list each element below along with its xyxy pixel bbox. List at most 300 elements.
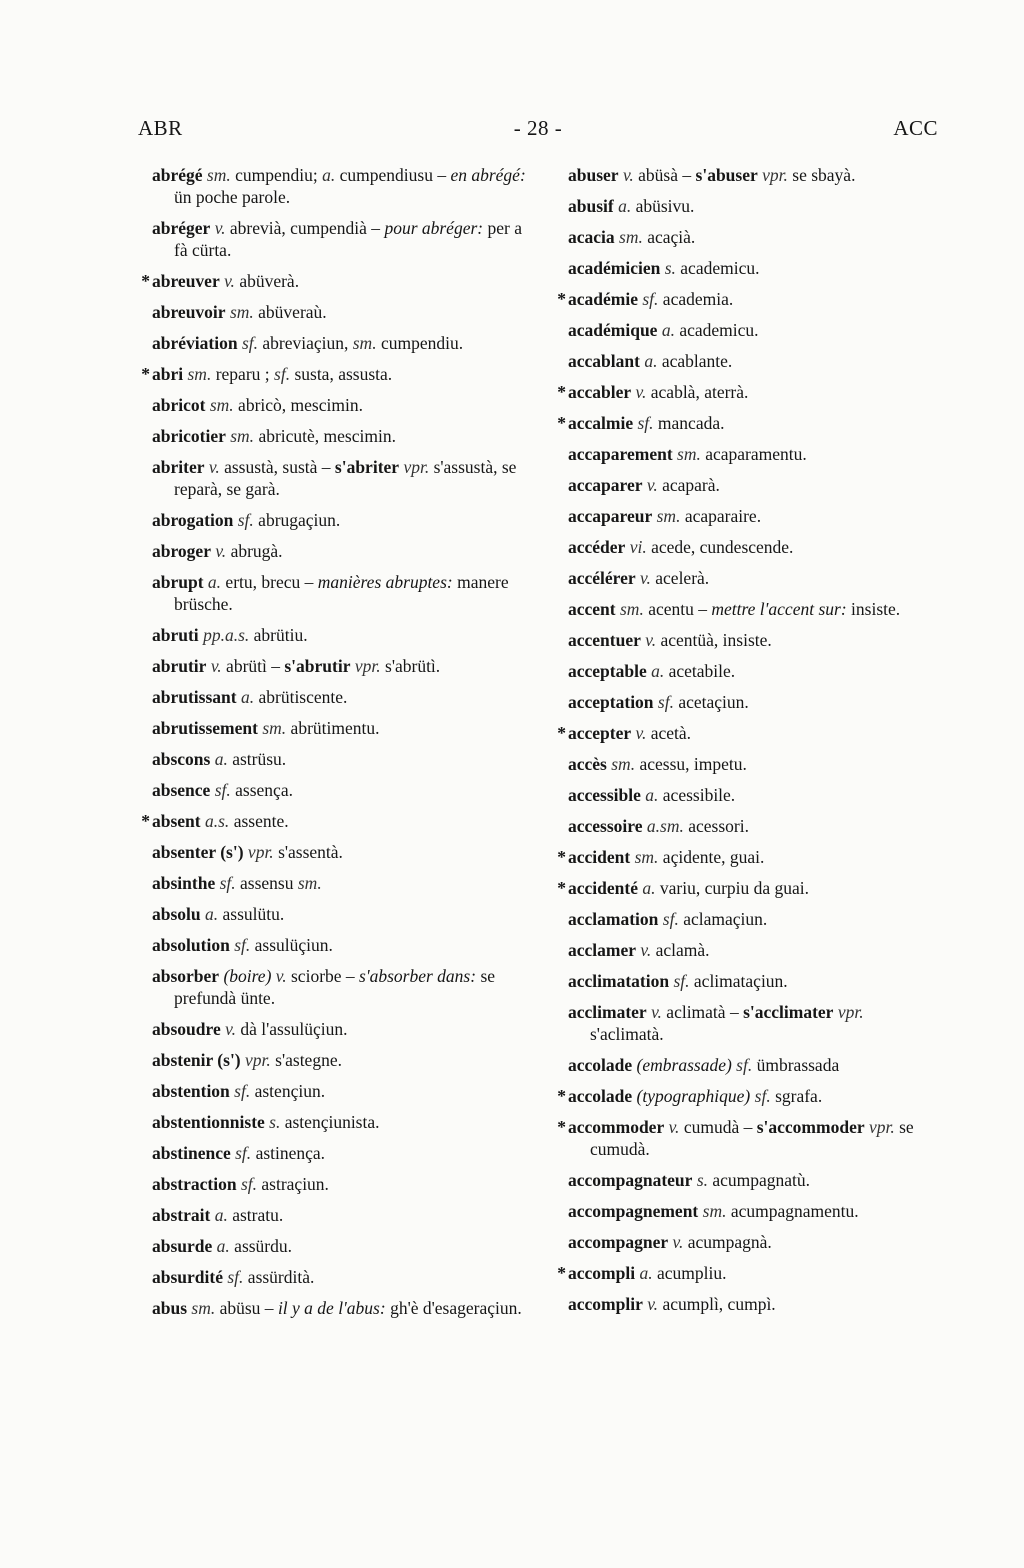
translation: aclimatà –: [666, 1002, 744, 1022]
translation: abüsà –: [638, 165, 696, 185]
translation: academia.: [662, 289, 734, 309]
example-phrase: manières abruptes:: [317, 572, 458, 592]
dictionary-entry: [568, 691, 940, 713]
headword: accommoder: [568, 1117, 665, 1137]
grammar-label: sf.: [230, 1143, 256, 1163]
grammar-label: v.: [210, 541, 231, 561]
translation: abreviaçiun,: [262, 333, 353, 353]
translation: abüveraù.: [258, 302, 327, 322]
grammar-label: v.: [618, 165, 639, 185]
translation: abrugaçiun.: [258, 510, 341, 530]
headword: accès: [568, 754, 607, 774]
translation: s'astegne.: [275, 1050, 342, 1070]
headword: accessoire: [568, 816, 643, 836]
grammar-label: sf.: [210, 780, 236, 800]
translation: variu, curpiu da guai.: [659, 878, 810, 898]
grammar-label: a.: [657, 320, 680, 340]
headword: accaparement: [568, 444, 673, 464]
headword: accident: [568, 847, 631, 867]
dictionary-entry: [152, 301, 528, 323]
grammar-label: sm.: [205, 395, 239, 415]
header-first-word: ABR: [138, 116, 183, 140]
example-phrase: pour abréger:: [384, 218, 488, 238]
right-column: [557, 164, 940, 1324]
left-column: [141, 164, 528, 1328]
dictionary-entry: [557, 1085, 940, 1107]
dictionary-entry: [152, 1080, 528, 1102]
translation: abüsivu.: [635, 196, 695, 216]
translation: ümbrassada: [756, 1055, 840, 1075]
asterisk-marker: *: [557, 382, 566, 402]
dictionary-entry: [568, 1001, 940, 1045]
headword: accessible: [568, 785, 641, 805]
dictionary-entry: [152, 509, 528, 531]
translation: acaparà.: [662, 475, 720, 495]
headword: s'accommoder: [756, 1117, 865, 1137]
headword: abstention: [152, 1081, 230, 1101]
grammar-label: v.: [642, 475, 663, 495]
headword: accabler: [568, 382, 632, 402]
translation: abrütimentu.: [290, 718, 380, 738]
translation: astinença.: [255, 1143, 326, 1163]
grammar-label: a.: [646, 661, 669, 681]
headword: s'abriter: [334, 457, 400, 477]
headword: acclimatation: [568, 971, 670, 991]
asterisk-marker: *: [557, 289, 566, 309]
grammar-label: a.s.: [200, 811, 234, 831]
dictionary-entry: [152, 965, 528, 1009]
page-header: [138, 116, 938, 146]
headword: abroger: [152, 541, 211, 561]
translation: s'assustà, se reparà, se garà.: [174, 457, 517, 499]
headword: abrogation: [152, 510, 234, 530]
asterisk-marker: *: [557, 1086, 566, 1106]
translation: acumpagnamentu.: [730, 1201, 859, 1221]
translation: acede, cundescende.: [651, 537, 794, 557]
asterisk-marker: *: [557, 1263, 566, 1283]
translation: abrugà.: [230, 541, 283, 561]
translation: abrevià, cumpendià –: [229, 218, 385, 238]
headword: abrégé: [152, 165, 203, 185]
dictionary-entry: [152, 1266, 528, 1288]
headword: abrutissant: [152, 687, 237, 707]
headword: absurde: [152, 1236, 213, 1256]
dictionary-entry: [152, 1111, 528, 1133]
translation: ün poche parole.: [174, 187, 291, 207]
dictionary-entry: [152, 1142, 528, 1164]
grammar-label: v.: [206, 656, 227, 676]
dictionary-entry: [568, 815, 940, 837]
grammar-label: v.: [631, 382, 651, 402]
headword: accolade: [568, 1055, 633, 1075]
headword: abréger: [152, 218, 211, 238]
headword: accent: [568, 599, 616, 619]
headword: abréviation: [152, 333, 238, 353]
grammar-label: v.: [219, 271, 240, 291]
translation: assürdità.: [247, 1267, 315, 1287]
asterisk-marker: *: [557, 723, 566, 743]
headword: abriter: [152, 457, 205, 477]
grammar-label: sm.: [630, 847, 663, 867]
translation: acessu, impetu.: [639, 754, 747, 774]
dictionary-entry: [152, 686, 528, 708]
translation: assürdu.: [234, 1236, 293, 1256]
grammar-label: a.: [210, 749, 233, 769]
grammar-label: a.: [203, 572, 226, 592]
grammar-label: sf.: [736, 1055, 757, 1075]
headword: abuser: [568, 165, 619, 185]
dictionary-entry: [152, 872, 528, 894]
dictionary-entry: [568, 195, 940, 217]
dictionary-entry: [568, 350, 940, 372]
headword: absolu: [152, 904, 201, 924]
translation: ertu, brecu –: [225, 572, 318, 592]
translation: aclimataçiun.: [693, 971, 788, 991]
translation: cumudà –: [683, 1117, 757, 1137]
dictionary-entry: [568, 1169, 940, 1191]
translation: aclamaçiun.: [683, 909, 768, 929]
grammar-label: v.: [631, 723, 651, 743]
headword: abricot: [152, 395, 206, 415]
grammar-label: v.: [204, 457, 225, 477]
dictionary-entry: [152, 164, 528, 208]
translation: cumpendiu.: [380, 333, 464, 353]
grammar-label: sm.: [297, 873, 322, 893]
asterisk-marker: *: [557, 413, 566, 433]
grammar-label: a.: [322, 165, 340, 185]
example-phrase: (embrassade): [632, 1055, 737, 1075]
dictionary-entry: [568, 1231, 940, 1253]
grammar-label: a.: [637, 878, 660, 898]
example-phrase: (boire): [219, 966, 276, 986]
translation: assulütu.: [222, 904, 285, 924]
asterisk-marker: *: [141, 271, 150, 291]
headword: absolution: [152, 935, 230, 955]
grammar-label: a.: [212, 1236, 235, 1256]
translation: aclamà.: [655, 940, 710, 960]
headword: abreuvoir: [152, 302, 226, 322]
grammar-label: v.: [668, 1232, 688, 1252]
translation: acablà, aterrà.: [650, 382, 749, 402]
dictionary-entry: [568, 939, 940, 961]
grammar-label: sm.: [672, 444, 706, 464]
asterisk-marker: *: [557, 878, 566, 898]
grammar-label: v.: [636, 940, 656, 960]
dictionary-entry: [568, 908, 940, 930]
grammar-label: a.: [635, 1263, 657, 1283]
translation: assença.: [235, 780, 293, 800]
translation: reparu ;: [215, 364, 275, 384]
dictionary-entry: [152, 934, 528, 956]
grammar-label: vi.: [625, 537, 652, 557]
grammar-label: sf.: [633, 413, 658, 433]
headword: accompagnement: [568, 1201, 699, 1221]
dictionary-entry: [152, 903, 528, 925]
example-phrase: mettre l'accent sur:: [711, 599, 852, 619]
dictionary-entry: [557, 846, 940, 868]
grammar-label: sf.: [229, 935, 255, 955]
grammar-label: v.: [646, 1002, 667, 1022]
asterisk-marker: *: [557, 847, 566, 867]
dictionary-entry: [141, 810, 528, 832]
dictionary-entry: [152, 394, 528, 416]
dictionary-entry: [152, 1235, 528, 1257]
translation: acetà.: [650, 723, 692, 743]
translation: acentüà, insiste.: [660, 630, 772, 650]
dictionary-entry: [568, 1293, 940, 1315]
dictionary-entry: [152, 1049, 528, 1071]
translation: astençiun.: [254, 1081, 326, 1101]
dictionary-entry: [152, 748, 528, 770]
dictionary-entry: [557, 722, 940, 744]
headword: absorber: [152, 966, 220, 986]
headword: accolade: [568, 1086, 633, 1106]
headword: abricotier: [152, 426, 226, 446]
grammar-label: sm.: [257, 718, 291, 738]
headword: accompagner: [568, 1232, 669, 1252]
headword: accepter: [568, 723, 632, 743]
dictionary-entry: [141, 270, 528, 292]
dictionary-entry: [152, 717, 528, 739]
translation: abricò, mescimin.: [238, 395, 363, 415]
headword: abstenir (s'): [152, 1050, 241, 1070]
headword: abrupt: [152, 572, 204, 592]
grammar-label: sf.: [237, 333, 263, 353]
dictionary-entry: [152, 571, 528, 615]
dictionary-entry: [568, 257, 940, 279]
dictionary-entry: [568, 784, 940, 806]
headword: acclamer: [568, 940, 637, 960]
headword: accidenté: [568, 878, 638, 898]
dictionary-entry: [568, 1054, 940, 1076]
translation: acumpagnatù.: [712, 1170, 811, 1190]
translation: s'abrütì.: [385, 656, 441, 676]
translation: acessori.: [688, 816, 749, 836]
grammar-label: sf.: [754, 1086, 776, 1106]
headword: abruti: [152, 625, 199, 645]
translation: acelerà.: [655, 568, 710, 588]
translation: assente.: [233, 811, 289, 831]
translation: acetaçiun.: [678, 692, 749, 712]
headword: accompli: [568, 1263, 636, 1283]
translation: se sbayà.: [792, 165, 856, 185]
translation: acablante.: [661, 351, 733, 371]
header-last-word: ACC: [893, 116, 938, 140]
grammar-label: pp.a.s.: [198, 625, 254, 645]
translation: cumpendiu;: [235, 165, 323, 185]
headword: abstinence: [152, 1143, 231, 1163]
asterisk-marker: *: [557, 1117, 566, 1137]
dictionary-entry: [152, 1204, 528, 1226]
translation: abüsu –: [219, 1298, 278, 1318]
grammar-label: vpr.: [757, 165, 793, 185]
example-phrase: il y a de l'abus:: [277, 1298, 391, 1318]
dictionary-entry: [152, 217, 528, 261]
translation: assustà, sustà –: [224, 457, 335, 477]
headword: absenter (s'): [152, 842, 244, 862]
dictionary-entry: [568, 1200, 940, 1222]
translation: astraçiun.: [261, 1174, 329, 1194]
translation: academicu.: [680, 258, 760, 278]
grammar-label: vpr.: [240, 1050, 276, 1070]
grammar-label: vpr.: [399, 457, 434, 477]
grammar-label: sm.: [352, 333, 381, 353]
grammar-label: v.: [664, 1117, 684, 1137]
dictionary-entry: [557, 877, 940, 899]
dictionary-entry: [568, 970, 940, 992]
dictionary-entry: [152, 1018, 528, 1040]
headword: absinthe: [152, 873, 216, 893]
dictionary-entry: [152, 1173, 528, 1195]
asterisk-marker: *: [141, 364, 150, 384]
grammar-label: vpr.: [864, 1117, 900, 1137]
headword: acceptable: [568, 661, 647, 681]
grammar-label: v.: [210, 218, 230, 238]
translation: s'assentà.: [278, 842, 343, 862]
headword: s'abrutir: [284, 656, 351, 676]
translation: acaparamentu.: [705, 444, 807, 464]
example-phrase: s'absorber dans:: [359, 966, 481, 986]
headword: accomplir: [568, 1294, 643, 1314]
grammar-label: sf.: [233, 510, 259, 530]
grammar-label: sm.: [225, 426, 259, 446]
grammar-label: sm.: [652, 506, 685, 526]
headword: accéder: [568, 537, 626, 557]
translation: dà l'assulüçiun.: [240, 1019, 348, 1039]
translation: se cumudà.: [590, 1117, 914, 1159]
headword: académique: [568, 320, 658, 340]
dictionary-entry: [568, 567, 940, 589]
grammar-label: a.: [200, 904, 223, 924]
grammar-label: sf.: [222, 1267, 248, 1287]
headword: accapareur: [568, 506, 653, 526]
headword: absurdité: [152, 1267, 223, 1287]
translation: astratu.: [232, 1205, 284, 1225]
translation: assulüçiun.: [254, 935, 333, 955]
dictionary-entry: [152, 332, 528, 354]
headword: accompagnateur: [568, 1170, 693, 1190]
headword: absoudre: [152, 1019, 221, 1039]
grammar-label: sf.: [637, 289, 663, 309]
dictionary-entry: [568, 753, 940, 775]
dictionary-entry: [557, 1116, 940, 1160]
grammar-label: s.: [660, 258, 681, 278]
headword: acceptation: [568, 692, 654, 712]
translation: cumpendiusu –: [339, 165, 451, 185]
dictionary-entry: [152, 655, 528, 677]
dictionary-entry: [141, 363, 528, 385]
dictionary-entry: [152, 779, 528, 801]
grammar-label: a.: [210, 1205, 233, 1225]
grammar-label: sf.: [658, 909, 684, 929]
translation: gh'è d'esageraçiun.: [390, 1298, 522, 1318]
example-phrase: en abrégé:: [450, 165, 526, 185]
grammar-label: sf.: [236, 1174, 262, 1194]
grammar-label: sm.: [698, 1201, 731, 1221]
grammar-label: sf.: [669, 971, 694, 991]
grammar-label: v.: [220, 1019, 241, 1039]
grammar-label: vpr.: [833, 1002, 864, 1022]
translation: assensu: [240, 873, 298, 893]
translation: abrütiu.: [253, 625, 308, 645]
headword: abri: [152, 364, 184, 384]
headword: abstrait: [152, 1205, 211, 1225]
headword: acacia: [568, 227, 615, 247]
asterisk-marker: *: [141, 811, 150, 831]
dictionary-entry: [568, 443, 940, 465]
headword: abrutissement: [152, 718, 258, 738]
translation: susta, assusta.: [294, 364, 393, 384]
grammar-label: v.: [275, 966, 291, 986]
translation: insiste.: [851, 599, 901, 619]
translation: manere brüsche.: [174, 572, 509, 614]
grammar-label: sm.: [202, 165, 236, 185]
grammar-label: a.: [640, 785, 663, 805]
translation: s'aclimatà.: [590, 1024, 664, 1044]
headword: abstraction: [152, 1174, 237, 1194]
grammar-label: v.: [640, 630, 661, 650]
translation: abrütiscente.: [258, 687, 348, 707]
grammar-label: sm.: [225, 302, 259, 322]
headword: académie: [568, 289, 638, 309]
translation: abricutè, mescimin.: [258, 426, 396, 446]
translation: per a fà cürta.: [174, 218, 522, 260]
translation: abüverà.: [239, 271, 300, 291]
dictionary-entry: [152, 1297, 528, 1319]
translation: academicu.: [679, 320, 759, 340]
grammar-label: sf.: [229, 1081, 255, 1101]
dictionary-entry: [568, 536, 940, 558]
grammar-label: sf.: [274, 364, 295, 384]
page-number: - 28 -: [513, 116, 563, 140]
translation: acaparaire.: [684, 506, 762, 526]
dictionary-entry: [557, 381, 940, 403]
grammar-label: sm.: [606, 754, 640, 774]
example-phrase: (typographique): [632, 1086, 755, 1106]
grammar-label: a.: [613, 196, 636, 216]
headword: accablant: [568, 351, 640, 371]
dictionary-entry: [152, 540, 528, 562]
dictionary-entry: [568, 660, 940, 682]
dictionary-entry: [568, 319, 940, 341]
translation: astrüsu.: [232, 749, 287, 769]
headword: abreuver: [152, 271, 220, 291]
grammar-label: sm.: [614, 227, 648, 247]
headword: abstentionniste: [152, 1112, 265, 1132]
headword: acclimater: [568, 1002, 647, 1022]
headword: absent: [152, 811, 201, 831]
headword: accélérer: [568, 568, 636, 588]
dictionary-entry: [568, 226, 940, 248]
headword: abscons: [152, 749, 211, 769]
grammar-label: v.: [642, 1294, 663, 1314]
headword: abrutir: [152, 656, 207, 676]
grammar-label: a.sm.: [642, 816, 689, 836]
dictionary-entry: [152, 425, 528, 447]
grammar-label: s.: [264, 1112, 285, 1132]
translation: se prefundà ünte.: [174, 966, 496, 1008]
grammar-label: vpr.: [350, 656, 386, 676]
translation: acessibile.: [662, 785, 736, 805]
translation: acaçià.: [647, 227, 696, 247]
grammar-label: a.: [639, 351, 662, 371]
grammar-label: s.: [692, 1170, 713, 1190]
translation: abrütì –: [226, 656, 285, 676]
dictionary-entry: [568, 164, 940, 186]
dictionary-entry: [152, 456, 528, 500]
grammar-label: vpr.: [243, 842, 279, 862]
translation: mancada.: [657, 413, 725, 433]
